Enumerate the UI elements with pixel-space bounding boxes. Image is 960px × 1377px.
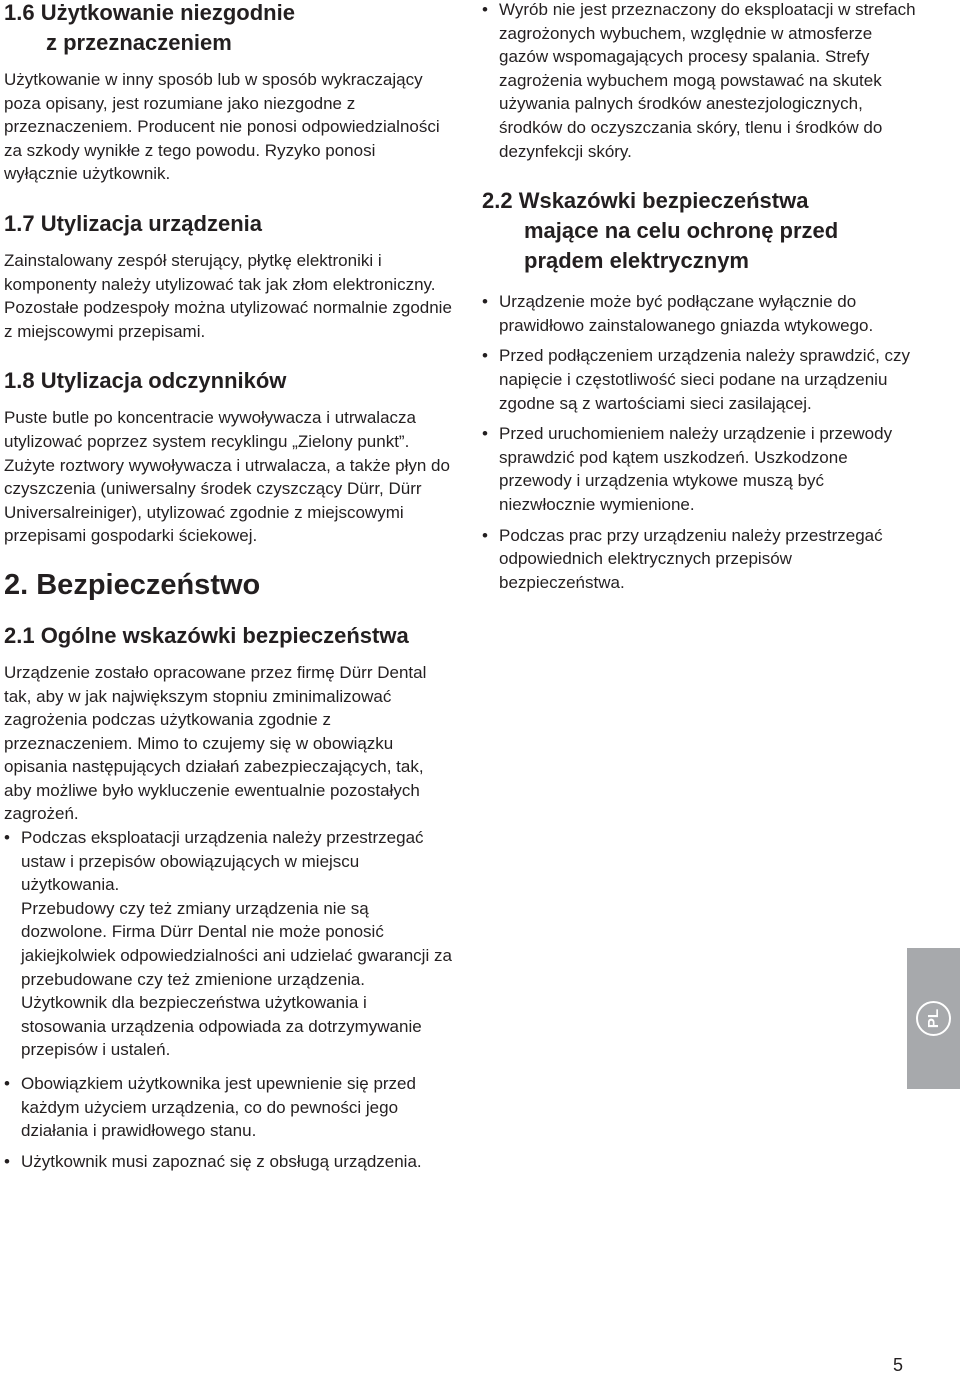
bullet-icon: •: [482, 0, 488, 19]
bullet-text: Przed uruchomieniem należy urządzenie i przewody sprawdzić pod kątem uszkodzeń. Uszkodzone przewody i urządzenia wtykowe muszą być niezwłocznie wymienione.: [499, 424, 893, 514]
section-1-6-heading-line1: 1.6 Użytkowanie niezgodnie: [4, 0, 295, 25]
section-1-7-paragraph-1: Zainstalowany zespół sterujący, płytkę elektroniki i komponenty należy utylizować tak jak złom elektroniczny.: [4, 250, 436, 294]
bullet-icon: •: [482, 292, 488, 312]
bullet-icon: •: [4, 1074, 10, 1093]
section-2-2-heading: [482, 186, 922, 276]
section-1-6-heading: [4, 0, 452, 58]
bullet-text: Przed podłączeniem urządzenia należy sprawdzić, czy napięcie i częstotliwość sieci podane na urządzeniu zgodne są z wartościami sieci zasilającej.: [499, 346, 911, 413]
section-2-1-paragraph: Urządzenie zostało opracowane przez firmę Dürr Dental tak, aby w jak największym stopniu zminimalizować zagrożenia podczas użytkowania zgodnie z przeznaczeniem. Mimo to czujemy się w obowiązku opisania następujących działań zabezpieczających, tak, aby możliwe było wykluczenie ewentualnie pozostałych zagrożeń.: [4, 662, 427, 824]
section-2-1-bullet-1: [4, 826, 452, 1062]
bullet-icon: •: [4, 1151, 10, 1171]
language-tab-circle: [916, 1001, 951, 1036]
section-1-7-paragraph-2: Pozostałe podzespoły można utylizować normalnie zgodnie z miejscowymi przepisami.: [4, 298, 452, 341]
bullet-icon: •: [482, 346, 488, 366]
section-2-2-bullet-3: [482, 422, 922, 516]
section-1-6-paragraph: Użytkowanie w inny sposób lub w sposób wykraczający poza opisany, jest rozumiane jako niezgodne z przeznaczeniem. Producent nie ponosi odpowiedzialności za szkody wynikłe z tego powodu. Ryzyko ponosi wyłącznie użytkownik.: [4, 70, 440, 184]
bullet-text: Obowiązkiem użytkownika jest upewnienie się przed każdym użyciem urządzenia, co do pewności jego działania i prawidłowego stanu.: [21, 1074, 416, 1141]
section-2-1-heading: 2.1 Ogólne wskazówki bezpieczeństwa: [4, 622, 409, 648]
bullet-text: Wyrób nie jest przeznaczony do eksploatacji w strefach zagrożonych wybuchem, względnie w atmosferze gazów wspomagających procesy spalania. Strefy zagrożenia wybuchem mogą powstawać na skutek używania palnych środków anestezjologicznych, środków do oczyszczania skóry, tlenu i środków do dezynfekcji skóry.: [499, 0, 916, 161]
section-2-2-bullet-1: [482, 290, 922, 337]
section-2-heading: 2. Bezpieczeństwo: [4, 568, 261, 601]
bullet-icon: •: [482, 424, 488, 444]
bullet-text: Urządzenie może być podłączane wyłącznie do prawidłowo zainstalowanego gniazda wtykowego.: [499, 292, 874, 335]
explosion-warning-bullet: [482, 0, 922, 163]
language-tab-label: PL: [924, 1008, 942, 1029]
section-2-2-heading-line2: mające na celu ochronę przed: [524, 218, 839, 244]
bullet-text: Podczas prac przy urządzeniu należy przestrzegać odpowiednich elektrycznych przepisów bezpieczeństwa.: [499, 525, 883, 592]
bullet-text: Podczas eksploatacji urządzenia należy przestrzegać ustaw i przepisów obowiązujących w miejscu użytkowania.: [21, 828, 424, 895]
section-2-2-heading-line1: 2.2 Wskazówki bezpieczeństwa: [482, 188, 809, 214]
section-2-2-bullet-4: [482, 524, 922, 595]
bullet-icon: •: [482, 525, 488, 545]
section-2-2-heading-line3: prądem elektrycznym: [524, 248, 749, 274]
section-1-7-heading: 1.7 Utylizacja urządzenia: [4, 210, 262, 236]
section-1-8-heading: 1.8 Utylizacja odczynników: [4, 368, 287, 394]
page-number: 5: [892, 1355, 903, 1375]
section-1-6-heading-line2: z przeznaczeniem: [46, 30, 232, 55]
right-column: [482, 0, 922, 594]
section-1-8-paragraph-2: Zużyte roztwory wywoływacza i utrwalacza, a także płyn do czyszczenia (uniwersalny środek czyszczący Dürr, Dürr Universalreiniger), utylizować zgodnie z miejscowymi przepisami gospodarki ściekowej.: [4, 455, 450, 546]
language-tab: [907, 948, 960, 1089]
section-2-2-bullet-2: [482, 344, 922, 415]
bullet-text: Użytkownik musi zapoznać się z obsługą urządzenia.: [21, 1151, 422, 1171]
section-2-1-bullet-3: [4, 1150, 452, 1174]
section-2-1-bullet-2: [4, 1072, 452, 1143]
left-column: [4, 0, 452, 1173]
bullet-icon: •: [4, 828, 10, 848]
bullet-text-continued: Przebudowy czy też zmiany urządzenia nie są dozwolone. Firma Dürr Dental nie może ponosić jakiejkolwiek odpowiedzialności ani udzielać gwarancji za przebudowane czy też zmienione urządzenia. Użytkownik dla bezpieczeństwa użytkowania i stosowania urządzenia odpowiada za dotrzymywanie przepisów i ustaleń.: [21, 898, 452, 1060]
section-1-8-paragraph-1: Puste butle po koncentracie wywoływacza i utrwalacza utylizować poprzez system recyklingu „Zielony punkt”.: [4, 408, 416, 451]
